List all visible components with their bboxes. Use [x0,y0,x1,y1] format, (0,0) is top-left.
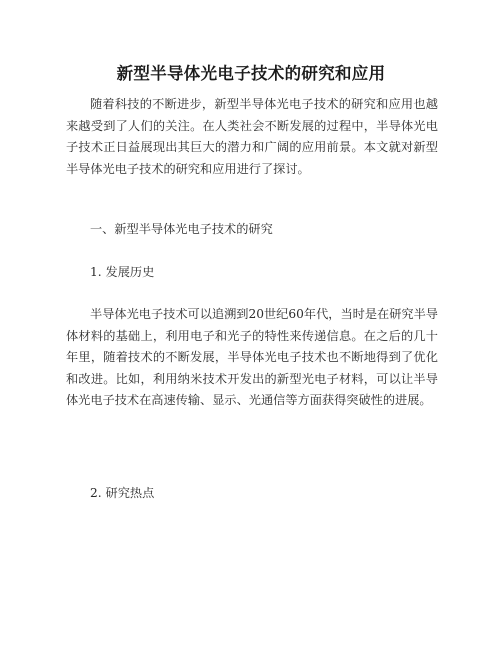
section-heading-1: 一、新型半导体光电子技术的研究 [90,222,273,236]
subsection-heading-history: 1. 发展历史 [90,265,155,279]
document-title: 新型半导体光电子技术的研究和应用 [116,64,386,83]
subsection-heading-research-hotspots: 2. 研究热点 [90,486,155,500]
intro-paragraph: 随着科技的不断进步，新型半导体光电子技术的研究和应用也越来越受到了人们的关注。在人类社会不断发展的过程中，半导体光电子技术正日益展现出其巨大的潜力和广阔的应用前景。本文就对新型半导体光电子技术的研究和应用进行了探讨。 [66,97,438,176]
history-paragraph: 半导体光电子技术可以追溯到20世纪60年代，当时是在研究半导体材料的基础上，利用电子和光子的特性来传递信息。在之后的几十年里，随着技术的不断发展，半导体光电子技术也不断地得到了优化和改进。比如，利用纳米技术开发出的新型光电子材料，可以让半导体光电子技术在高速传输、显示、光通信等方面获得突破性的进展。 [66,307,438,407]
